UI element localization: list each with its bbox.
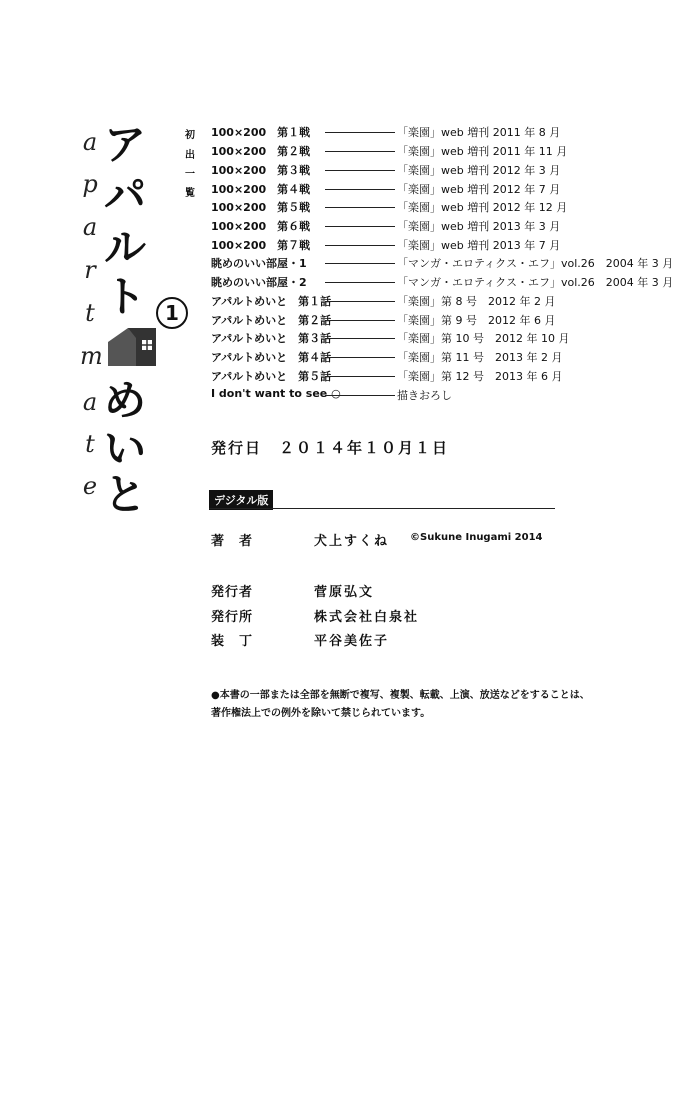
leader-line <box>325 226 395 227</box>
digital-edition-badge: デジタル版 <box>209 490 273 510</box>
publish-date: 発行日 ２０１４年１０月１日 <box>211 439 450 457</box>
copyright-text: ©Sukune Inugami 2014 <box>410 532 543 543</box>
title-char: ル <box>104 223 147 272</box>
leader-line <box>325 189 395 190</box>
leader-line <box>325 245 395 246</box>
title-char: パ <box>104 171 147 220</box>
roman-char: m <box>80 342 103 370</box>
leader-line <box>325 320 395 321</box>
roman-char: p <box>82 170 98 198</box>
leader-line <box>325 207 395 208</box>
leader-line <box>325 132 395 133</box>
title-char: め <box>104 376 147 425</box>
roman-char: t <box>85 430 95 458</box>
roman-char: r <box>84 256 96 284</box>
designer-name: 平谷美佐子 <box>314 634 390 649</box>
title-char: い <box>104 424 147 473</box>
leader-line <box>325 338 395 339</box>
copyright-notice-line: ●本書の一部または全部を無断で複写、複製、転載、上演、放送などをすることは、 <box>211 690 590 701</box>
leader-line <box>325 376 395 377</box>
author-name: 犬上すくね <box>314 534 390 549</box>
roman-char: t <box>85 299 95 327</box>
company-name: 株式会社白泉社 <box>314 610 420 625</box>
leader-line <box>325 170 395 171</box>
leader-line <box>325 301 395 302</box>
leader-line <box>325 151 395 152</box>
roman-char: a <box>82 388 98 416</box>
title-char: ト <box>104 272 147 321</box>
publisher-label: 発行者 <box>211 585 254 600</box>
title-char: ア <box>104 120 147 169</box>
publisher-name: 菅原弘文 <box>314 585 375 600</box>
roman-char: e <box>82 472 98 500</box>
leader-line <box>325 357 395 358</box>
design-label: 装 丁 <box>211 634 254 649</box>
roman-char: a <box>82 213 98 241</box>
house-icon <box>106 322 158 370</box>
leader-line <box>325 282 395 283</box>
leader-line <box>325 395 395 396</box>
volume-number: 1 <box>156 297 188 329</box>
leader-line <box>325 263 395 264</box>
author-label: 著 者 <box>211 534 254 549</box>
divider <box>209 508 555 509</box>
title-char: と <box>104 470 147 519</box>
copyright-notice-line: 著作権法上での例外を除いて禁じられています。 <box>211 708 431 719</box>
company-label: 発行所 <box>211 610 254 625</box>
roman-char: a <box>82 128 98 156</box>
